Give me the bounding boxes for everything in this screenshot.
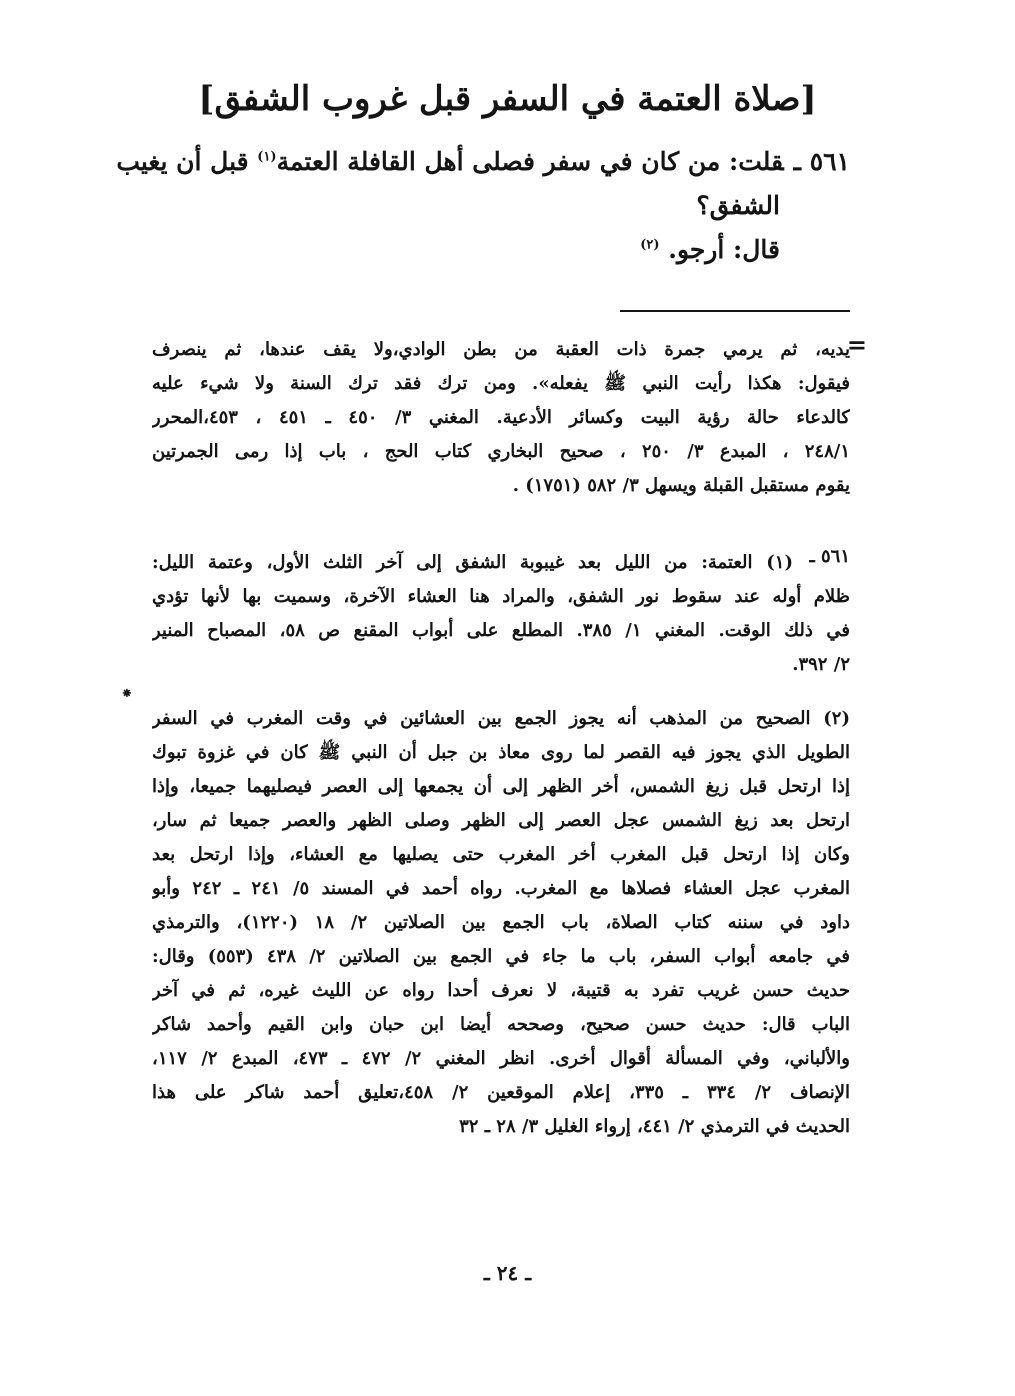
footnote-line: ارتحل بعد زيغ الشمس عجل العصر إلى الظهر وصلى الظهر والعصر جميعا ثم سار، — [152, 810, 850, 831]
footnote-line: في ذلك الوقت. المغني ١/ ٣٨٥. المطلع على أبواب المقنع ص ٥٨، المصباح المنير — [152, 620, 850, 641]
footnote-1-body — [152, 580, 850, 682]
footnote-separator — [620, 310, 850, 312]
answer-text: قال: أرجو. — [668, 235, 780, 264]
footnote-line: داود في سننه كتاب الصلاة، باب الجمع بين الصلاتين ٢/ ١٨ (١٢٢٠)، والترمذي — [152, 912, 850, 933]
footnote-line: حديث حسن غريب تفرد به قتيبة، لا نعرف أحدا رواه عن الليث غيره، ثم في آخر — [152, 980, 850, 1001]
footnote-ref-2[interactable]: (٢) — [640, 237, 660, 253]
footnote-line: الباب قال: حديث حسن صحيح، وصححه أيضا ابن حبان وابن القيم وأحمد شاكر — [152, 1014, 850, 1035]
section-title: [صلاة العتمة في السفر قبل غروب الشفق] — [198, 79, 817, 119]
footnote-line: كالدعاء حالة رؤية البيت وكسائر الأدعية. المغني ٣/ ٤٥٠ ـ ٤٥١ ، ٤٥٣،المحرر — [152, 407, 850, 428]
footnote-line: وكان إذا ارتحل قبل المغرب أخر المغرب حتى يصليها مع العشاء، وإذا ارتحل بعد — [152, 844, 850, 865]
footnote-line: يقوم مستقبل القبلة ويسهل ٣/ ٥٨٢ (١٧٥١) . — [512, 475, 850, 496]
footnote-line: الطويل الذي يجوز فيه القصر لما روى معاذ بن جبل أن النبي ﷺ كان في غزوة تبوك — [152, 742, 850, 763]
question-text: قلت: من كان في سفر فصلى أهل القافلة العتمة — [276, 147, 784, 176]
question-line-1 — [116, 140, 850, 184]
question-number: ٥٦١ ـ — [793, 147, 850, 176]
footnote-line: (١) العتمة: من الليل بعد غيبوبة الشفق إلى آخر الثلث الأول، وعتمة الليل: — [152, 552, 793, 573]
footnote-line: فيقول: هكذا رأيت النبي ﷺ يفعله». ومن ترك فقد ترك السنة ولا شيء عليه — [152, 373, 850, 394]
margin-mark: ⁕ — [121, 686, 133, 702]
footnote-continuation — [152, 333, 850, 503]
footnote-line: (٢) الصحيح من المذهب أنه يجوز الجمع بين العشائين في وقت المغرب في السفر — [152, 708, 850, 729]
footnote-line: ظلام أوله عند سقوط نور الشفق، والمراد هنا العشاء الآخرة، وسميت بها لأنها تؤدي — [152, 586, 850, 607]
question-561 — [116, 140, 850, 272]
footnote-1 — [152, 546, 850, 580]
question-line-2: الشفق؟ — [696, 191, 780, 220]
footnote-line: والألباني، وفي المسألة أقوال أخرى. انظر المغني ٢/ ٤٧٢ ـ ٤٧٣، المبدع ٢/ ١١٧، — [152, 1048, 850, 1069]
footnote-ref-1[interactable]: (١) — [257, 149, 277, 165]
question-text-end: قبل أن يغيب — [116, 147, 258, 176]
footnote-line: ٢/ ٣٩٢. — [792, 654, 850, 675]
footnote-line: المغرب عجل العشاء فصلاها مع المغرب. رواه أحمد في المسند ٥/ ٢٤١ ـ ٢٤٢ وأبو — [152, 878, 850, 899]
answer-line — [140, 228, 850, 272]
footnote-line: يديه، ثم يرمي جمرة ذات العقبة من بطن الوادي،ولا يقف عندها، ثم ينصرف — [152, 339, 850, 360]
footnote-line: الحديث في الترمذي ٢/ ٤٤١، إرواء الغليل ٣/ ٢٨ ـ ٣٢ — [459, 1116, 850, 1137]
continuation-mark: = — [846, 330, 867, 359]
footnote-line: الإنصاف ٢/ ٣٣٤ ـ ٣٣٥، إعلام الموقعين ٢/ ٤٥٨،تعليق أحمد شاكر على هذا — [152, 1082, 850, 1103]
page-number: ـ ٢٤ ـ — [483, 1261, 532, 1285]
footnote-line: في جامعه أبواب السفر، باب ما جاء في الجمع بين الصلاتين ٢/ ٤٣٨ (٥٥٣) وقال: — [152, 946, 850, 967]
footnote-1-number: ٥٦١ ـ — [809, 546, 850, 567]
footnote-2 — [152, 702, 850, 1144]
footnote-line: إذا ارتحل قبل زيغ الشمس، أخر الظهر إلى أن يجمعها إلى العصر فيصليهما جميعا، وإذا — [152, 776, 850, 797]
footnote-line: ٢٤٨/١ ، المبدع ٣/ ٢٥٠ ، صحيح البخاري كتاب الحج ، باب إذا رمى الجمرتين — [152, 441, 850, 462]
